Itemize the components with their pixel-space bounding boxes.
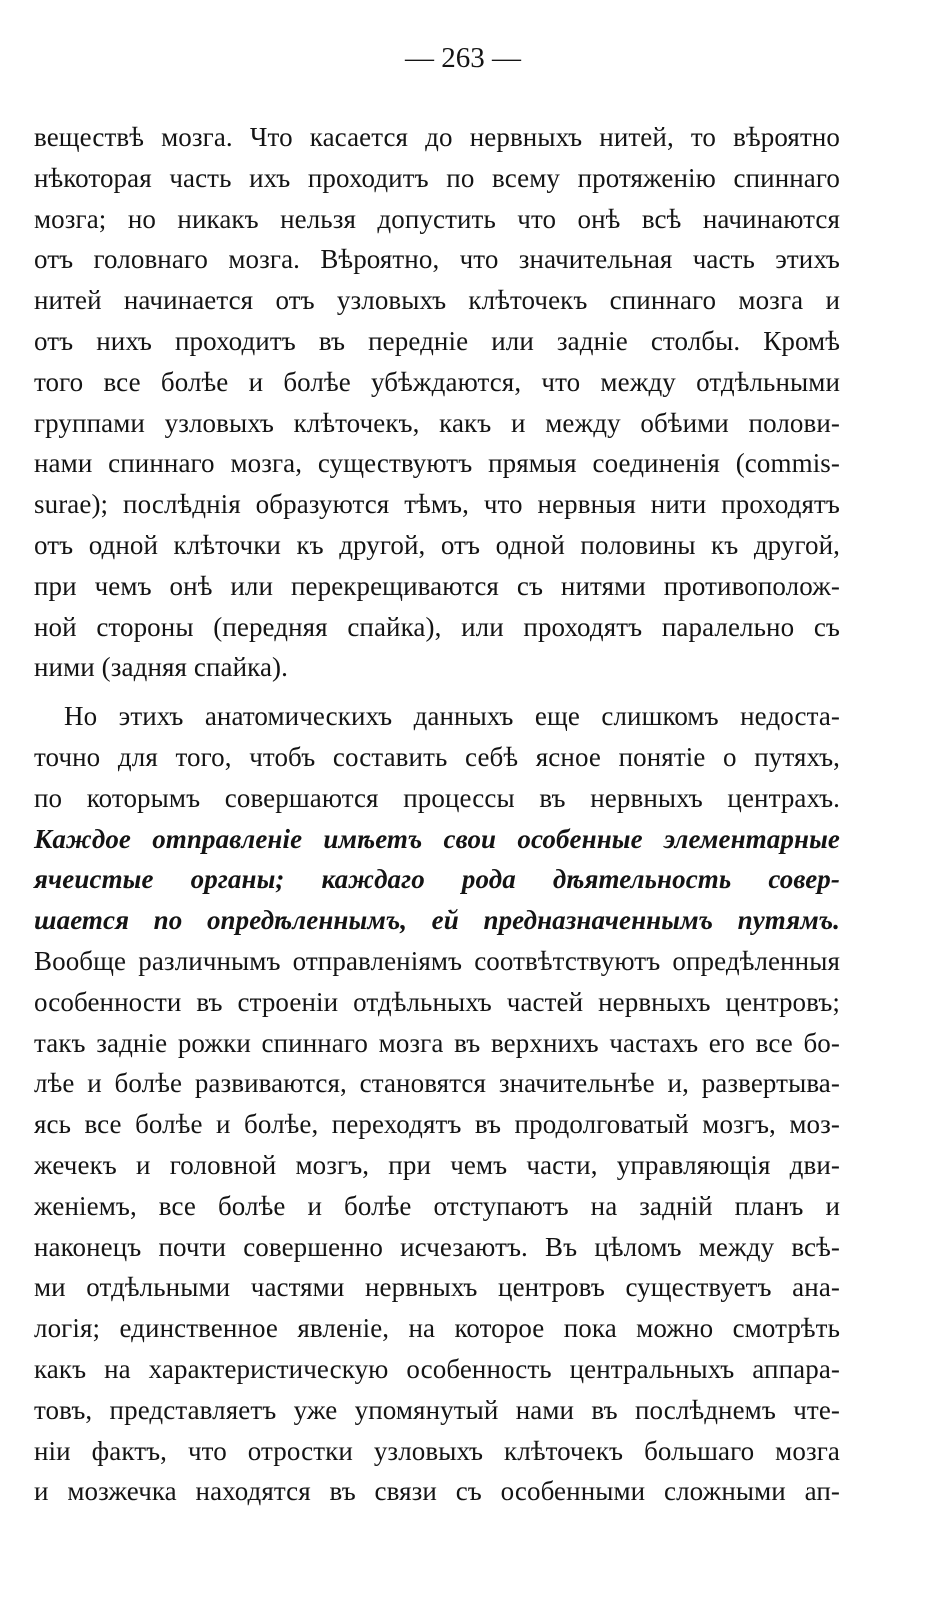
text-line: ной стороны (передняя спайка), или проходятъ паралельно съ [34,611,840,642]
text-line: женіемъ, все болѣе и болѣе отступаютъ на задній планъ и [34,1190,840,1221]
text-line: по которымъ совершаются процессы въ нервныхъ центрахъ. [34,782,840,813]
body-text [34,117,840,1512]
paragraph-1 [34,117,840,688]
text-line: ми отдѣльными частями нервныхъ центровъ существуетъ ана- [34,1272,840,1303]
text-line: и мозжечка находятся въ связи съ особенными сложными ап- [34,1476,840,1507]
text-line: веществѣ мозга. Что касается до нервныхъ нитей, то вѣроятно [34,122,840,152]
emphasized-text-line: ячеистые органы; каждаго рода дѣятельность совер- [34,864,840,895]
text-line: Вообще различнымъ отправленіямъ соотвѣтствуютъ опредѣленныя [34,945,840,976]
text-line: особенности въ строеніи отдѣльныхъ частей нервныхъ центровъ; [34,986,840,1017]
text-line: товъ, представляетъ уже упомянутый нами въ послѣднемъ чте- [34,1394,840,1425]
text-line: отъ одной клѣточки къ другой, отъ одной половины къ другой, [34,529,840,560]
text-line: отъ головнаго мозга. Вѣроятно, что значительная часть этихъ [34,244,840,275]
emphasized-text-line: шается по опредѣленнымъ, ей предназначеннымъ путямъ. [34,905,840,936]
text-line: группами узловыхъ клѣточекъ, какъ и между обѣими полови- [34,407,840,438]
text-line: какъ на характеристическую особенность центральныхъ аппара- [34,1353,840,1384]
text-line: такъ задніе рожки спиннаго мозга въ верхнихъ частахъ его все бо- [34,1027,840,1058]
text-line: ясь все болѣе и болѣе, переходятъ въ продолговатый мозгъ, моз- [34,1109,840,1140]
text-line: ними (задняя спайка). [34,652,288,683]
emphasized-text-line: Каждое отправленіе имѣетъ свои особенные элементарные [34,823,840,854]
text-line: того все болѣе и болѣе убѣждаются, что между отдѣльными [34,366,840,397]
text-line: мозга; но никакъ нельзя допустить что онѣ всѣ начинаются [34,203,840,234]
text-line: нитей начинается отъ узловыхъ клѣточекъ спиннаго мозга и [34,285,840,316]
text-line: при чемъ онѣ или перекрещиваются съ нитями противополож- [34,570,840,601]
text-line: логія; единственное явленіе, на которое пока можно смотрѣть [34,1313,840,1344]
text-line: наконецъ почти совершенно исчезаютъ. Въ цѣломъ между всѣ- [34,1231,840,1262]
text-line: точно для того, чтобъ составить себѣ ясное понятіе о путяхъ, [34,741,840,772]
text-line: surae); послѣднія образуются тѣмъ, что нервныя нити проходятъ [34,489,840,520]
text-line: отъ нихъ проходитъ въ передніе или задніе столбы. Кромѣ [34,325,840,356]
text-line: нѣкоторая часть ихъ проходитъ по всему протяженію спиннаго [34,162,840,193]
text-line: лѣе и болѣе развиваются, становятся значительнѣе и, развертыва- [34,1068,840,1099]
paragraph-2 [34,696,840,1512]
text-line: ніи фактъ, что отростки узловыхъ клѣточекъ большаго мозга [34,1435,840,1466]
text-line: жечекъ и головной мозгъ, при чемъ части, управляющія дви- [34,1149,840,1180]
text-line: Но этихъ анатомическихъ данныхъ еще слишкомъ недоста- [64,701,840,732]
page-number: — 263 — [405,42,521,74]
text-line: нами спиннаго мозга, существуютъ прямыя соединенія (commis- [34,448,840,479]
